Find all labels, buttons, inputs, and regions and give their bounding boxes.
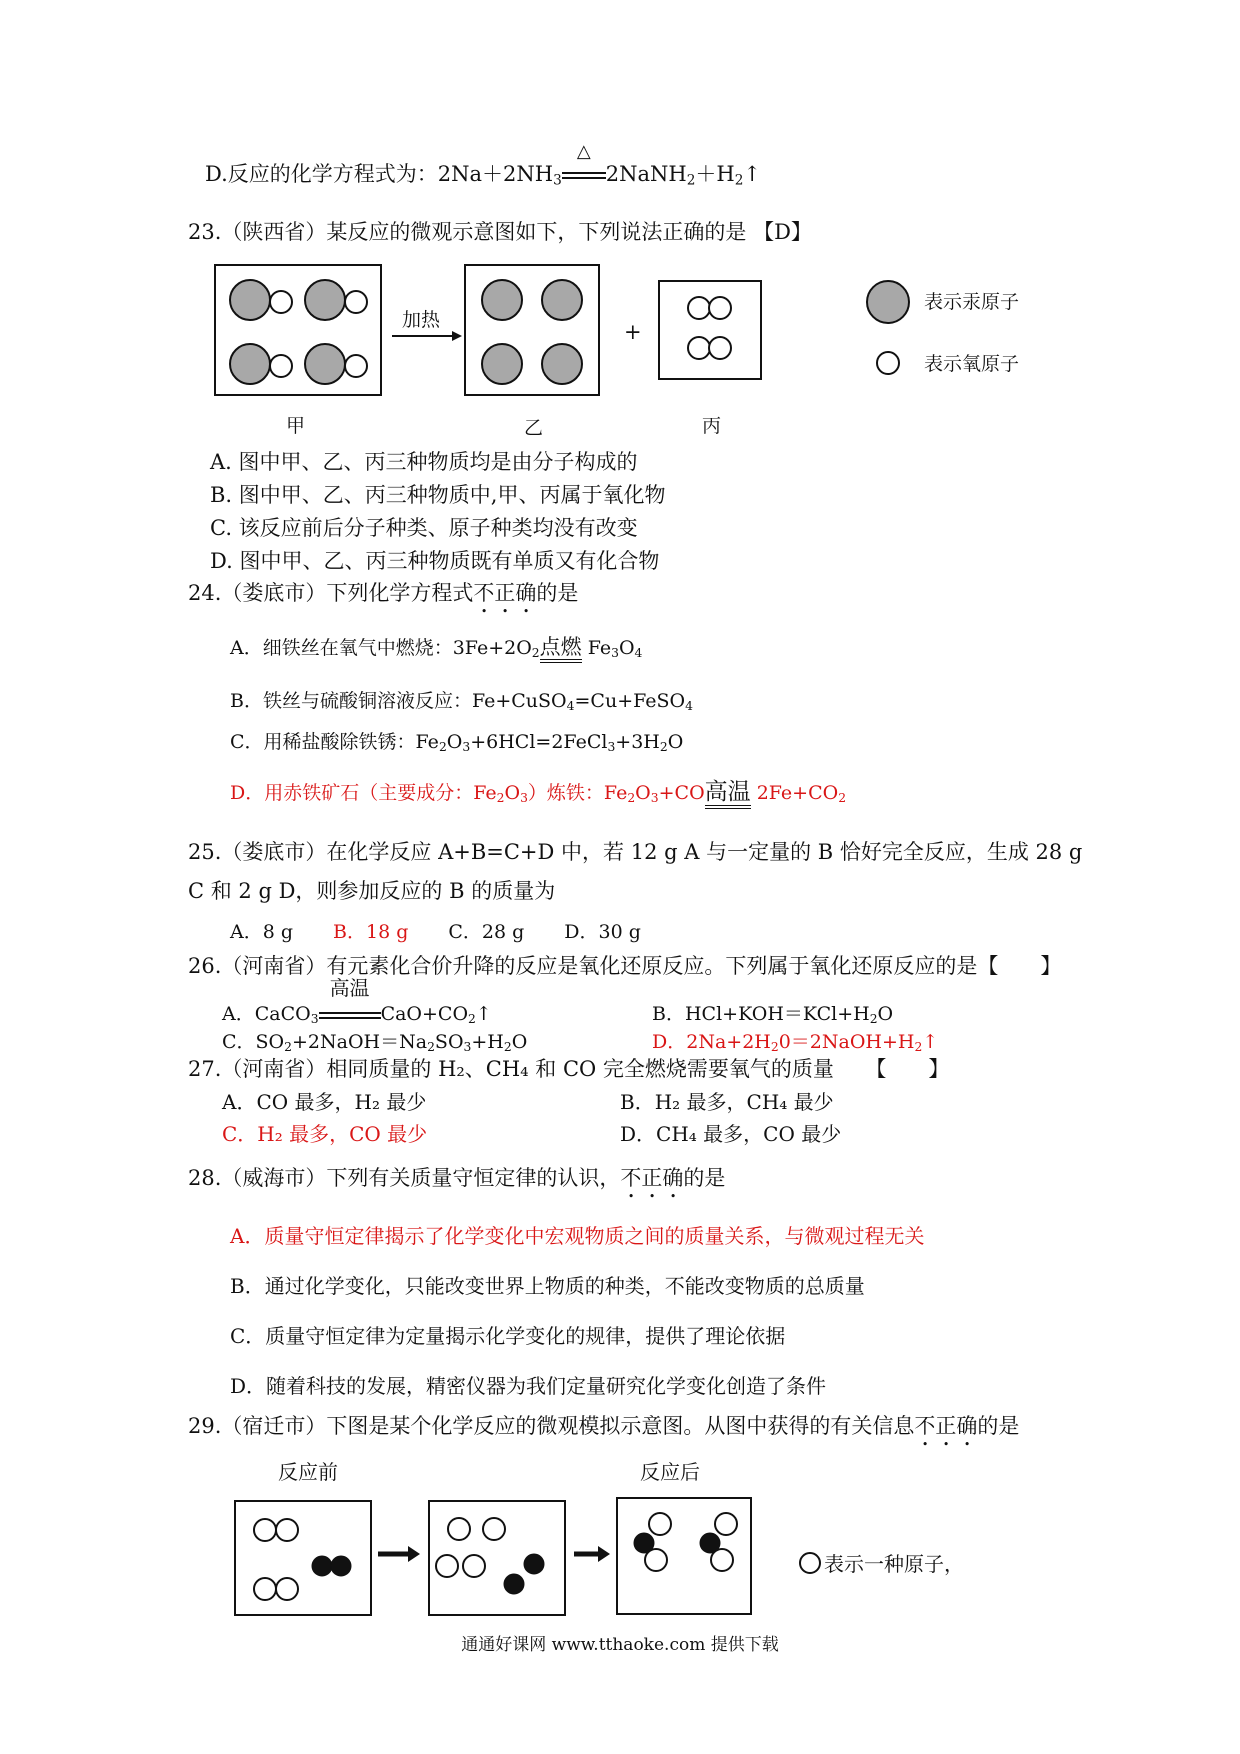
- q26-a-text: A．CaCO: [222, 1003, 311, 1025]
- q24-a-o: O: [618, 637, 635, 659]
- q24-d-sub: 2: [496, 791, 505, 806]
- q26-a-sub: 3: [310, 1012, 319, 1027]
- q25-option-d: D．30 g: [564, 921, 641, 943]
- q26-b-sub: 2: [869, 1012, 878, 1027]
- q22-d-sub-1: 3: [553, 172, 562, 189]
- q24-c-sub: 2: [438, 740, 447, 755]
- q26-stem: 26.（河南省）有元素化合价升降的反应是氧化还原反应。下列属于氧化还原反应的是【 】: [188, 954, 1062, 978]
- q24-c-sub-3: 3: [607, 740, 616, 755]
- q23-option-c: C. 该反应前后分子种类、原子种类均没有改变: [210, 516, 638, 540]
- q24-c-text-4: +3H: [615, 731, 660, 753]
- q24-d-sub-5: 2: [838, 791, 847, 806]
- q26-c-sub-4: 2: [503, 1040, 512, 1055]
- q26-d-arrow: ↑: [922, 1031, 939, 1053]
- q26-d-sub-2: 2: [914, 1040, 923, 1055]
- q27-stem: 27.（河南省）相同质量的 H₂、CH₄ 和 CO 完全燃烧需要氧气的质量 【 】: [188, 1057, 950, 1081]
- q22-d-sub-3: 2: [734, 172, 744, 189]
- q28-option-b: B．通过化学变化，只能改变世界上物质的种类，不能改变物质的总质量: [230, 1274, 865, 1298]
- q24-a-condition: 点燃: [540, 635, 582, 663]
- q23-option-a: A. 图中甲、乙、丙三种物质均是由分子构成的: [210, 450, 638, 474]
- q29-stem-post: 的是: [977, 1414, 1020, 1438]
- q25-line-2: C 和 2 g D，则参加反应的 B 的质量为: [188, 879, 556, 903]
- q23-plus: +: [624, 320, 642, 344]
- q26-d-sub: 2: [770, 1040, 779, 1055]
- q28-option-a: A．质量守恒定律揭示了化学变化中宏观物质之间的质量关系，与微观过程无关: [230, 1224, 925, 1248]
- q28-stem-emphasis: 不正确: [620, 1166, 684, 1190]
- q23-label-yi: 乙: [524, 417, 544, 439]
- q29-stem-pre: 29.（宿迁市）下图是某个化学反应的微观模拟示意图。从图中获得的有关信息: [188, 1414, 915, 1438]
- q24-c-sub-4: 2: [659, 740, 668, 755]
- q26-a-cond-label: 高温: [329, 976, 370, 1000]
- q24-b-sub: 4: [566, 699, 575, 714]
- q26-b-text-2: O: [877, 1003, 894, 1025]
- q29-legend-text: 表示一种原子，: [824, 1552, 964, 1576]
- q28-stem-post: 的是: [683, 1166, 726, 1190]
- q24-b-text: B．铁丝与硫酸铜溶液反应：Fe+CuSO: [230, 690, 567, 712]
- q24-c-text-3: +6HCl=2FeCl: [470, 731, 608, 753]
- q22-d-sub-2: 2: [686, 172, 696, 189]
- q26-c-sub-3: 3: [463, 1040, 472, 1055]
- q26-c-sub-2: 2: [427, 1040, 435, 1055]
- q24-d-text-3: ）炼铁：Fe: [527, 782, 628, 804]
- q26-c-text-5: O: [511, 1031, 528, 1053]
- q23-stem: 23.（陕西省）某反应的微观示意图如下，下列说法正确的是 【D】: [188, 220, 812, 244]
- q27-option-b: B．H₂ 最多，CH₄ 最少: [620, 1090, 834, 1114]
- q26-c-text-4: +H: [471, 1031, 504, 1053]
- q26-c-text-3: SO: [434, 1031, 464, 1053]
- q24-d-sub-3: 2: [627, 791, 636, 806]
- q23-option-d: D. 图中甲、乙、丙三种物质既有单质又有化合物: [210, 549, 660, 573]
- q26-b-text: B．HCl+KOH＝KCl+H: [652, 1003, 870, 1025]
- q24-d-text-6: 2Fe+CO: [756, 782, 839, 804]
- q24-stem-pre: 24.（娄底市）下列化学方程式: [188, 581, 474, 605]
- q28-stem-pre: 28.（威海市）下列有关质量守恒定律的认识，: [188, 1166, 621, 1190]
- q26-a-text-2: CaO+CO: [380, 1003, 469, 1025]
- q25-option-c: C．28 g: [448, 921, 525, 943]
- q28-option-d: D．随着科技的发展，精密仪器为我们定量研究化学变化创造了条件: [230, 1374, 827, 1398]
- q22-d-delta: △: [576, 141, 591, 162]
- q22-d-text-1: D.反应的化学方程式为：2Na＋2NH: [205, 162, 554, 186]
- q23-legend-o: 表示氧原子: [924, 353, 1020, 375]
- q24-a-sub-3: 4: [634, 646, 643, 661]
- q22-d-text-2: 2NaNH: [605, 162, 687, 186]
- q23-label-jia: 甲: [286, 415, 306, 437]
- q24-b-sub-2: 4: [685, 699, 693, 714]
- q24-a-sub: 2: [531, 646, 540, 661]
- page-footer: 通通好课网 www.tthaoke.com 提供下载: [461, 1635, 779, 1655]
- q24-c-text-5: O: [667, 731, 684, 753]
- q24-d-text-5: +CO: [658, 782, 705, 804]
- q23-legend-hg: 表示汞原子: [924, 291, 1020, 313]
- q24-c-text-2: O: [446, 731, 463, 753]
- q25-option-b: B．18 g: [333, 921, 409, 943]
- q26-c-sub: 2: [284, 1040, 292, 1055]
- q26-a-arrow: ↑: [475, 1003, 492, 1025]
- q27-option-c: C．H₂ 最多，CO 最少: [222, 1122, 428, 1146]
- q26-c-text: C．SO: [222, 1031, 285, 1053]
- q24-c-text: C．用稀盐酸除铁锈：Fe: [230, 731, 439, 753]
- q27-option-d: D．CH₄ 最多，CO 最少: [620, 1122, 842, 1146]
- q27-option-a: A．CO 最多，H₂ 最少: [222, 1090, 427, 1114]
- q23-arrow-label: 加热: [402, 309, 441, 331]
- q23-label-bing: 丙: [702, 415, 722, 437]
- q24-c-sub-2: 3: [462, 740, 471, 755]
- q26-d-text-2: 0＝2NaOH+H: [778, 1031, 915, 1053]
- q24-d-text-2: O: [504, 782, 521, 804]
- q24-d-condition: 高温: [705, 779, 751, 809]
- q24-d-text: D．用赤铁矿石（主要成分：Fe: [230, 782, 497, 804]
- q24-b-text-2: =Cu+FeSO: [574, 690, 686, 712]
- q26-c-text-2: +2NaOH＝Na: [292, 1031, 428, 1053]
- q23-option-b: B. 图中甲、乙、丙三种物质中,甲、丙属于氧化物: [210, 483, 666, 507]
- q25-line-1: 25.（娄底市）在化学反应 A+B=C+D 中，若 12 g A 与一定量的 B 恰好完全反应，生成 28 g: [188, 840, 1083, 864]
- q29-label-after: 反应后: [640, 1460, 700, 1484]
- q22-d-arrow: ↑: [743, 162, 762, 186]
- q26-a-sub-2: 2: [468, 1012, 476, 1027]
- q24-stem-post: 的是: [536, 581, 579, 605]
- q24-d-text-4: O: [635, 782, 651, 804]
- q24-a-product: Fe: [587, 637, 612, 659]
- q24-d-sub-2: 3: [520, 791, 528, 806]
- q22-d-text-3: ＋H: [695, 162, 735, 186]
- q24-a-sub-2: 3: [611, 646, 619, 661]
- q29-stem-emphasis: 不正确: [914, 1414, 978, 1438]
- q24-a-text: A．细铁丝在氧气中燃烧：3Fe+2O: [230, 637, 532, 659]
- legend-atom: [800, 1553, 820, 1573]
- q24-stem-emphasis: 不正确: [473, 581, 537, 605]
- q25-option-a: A．8 g: [230, 921, 294, 943]
- q29-label-before: 反应前: [278, 1460, 338, 1484]
- q24-d-sub-4: 3: [650, 791, 659, 806]
- q26-d-text: D．2Na+2H: [652, 1031, 771, 1053]
- q28-option-c: C．质量守恒定律为定量揭示化学变化的规律，提供了理论依据: [230, 1324, 786, 1348]
